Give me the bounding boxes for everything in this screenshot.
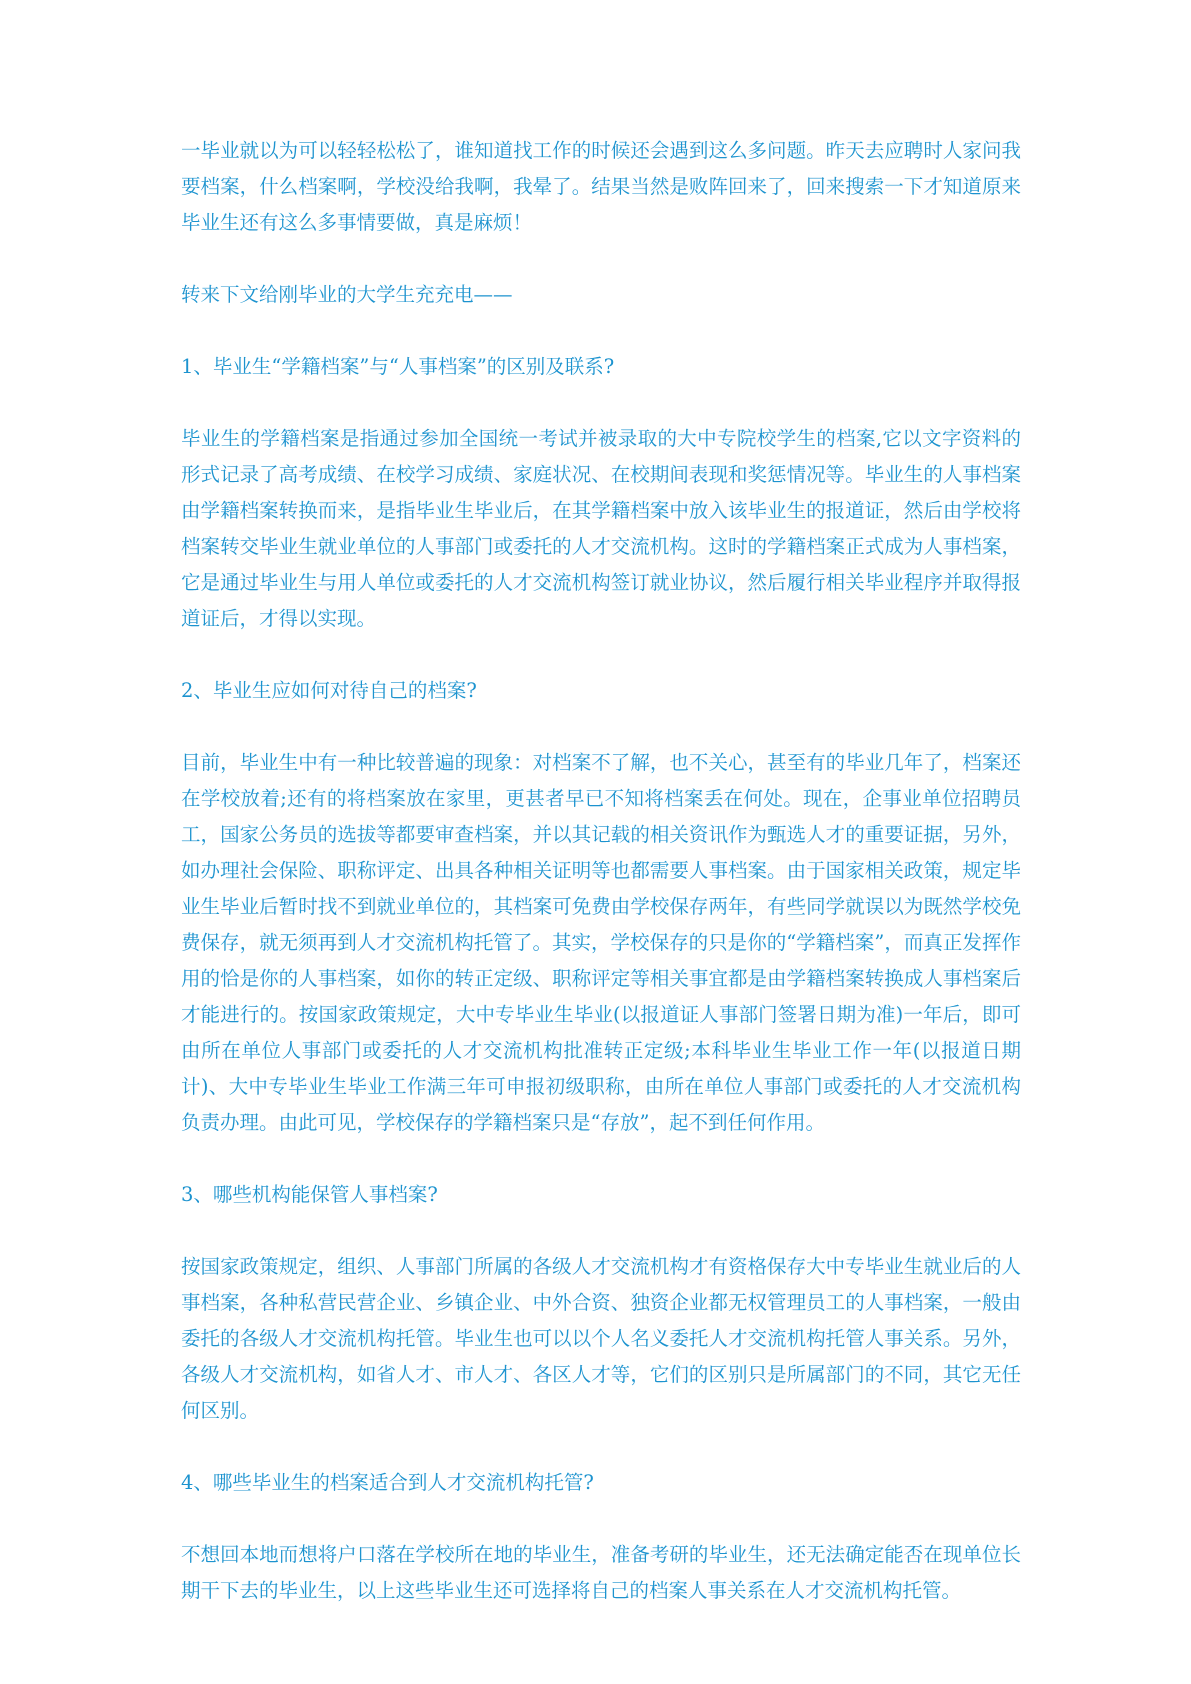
question-heading-4: 4、哪些毕业生的档案适合到人才交流机构托管?: [181, 1471, 594, 1494]
lead-in-line: 转来下文给刚毕业的大学生充充电——: [181, 283, 513, 306]
question-heading-1: 1、毕业生“学籍档案”与“人事档案”的区别及联系?: [181, 355, 615, 378]
intro-paragraph: 一毕业就以为可以轻轻松松了，谁知道找工作的时候还会遇到这么多问题。昨天去应聘时人家问我要档案，什么档案啊，学校没给我啊，我晕了。结果当然是败阵回来了，回来搜索一下才知道原来毕业生还有这么多事情要做，真是麻烦！: [181, 139, 1021, 234]
answer-paragraph-3: 按国家政策规定，组织、人事部门所属的各级人才交流机构才有资格保存大中专毕业生就业后的人事档案，各种私营民营企业、乡镇企业、中外合资、独资企业都无权管理员工的人事档案，一般由委托的各级人才交流机构托管。毕业生也可以以个人名义委托人才交流机构托管人事关系。另外，各级人才交流机构，如省人才、市人才、各区人才等，它们的区别只是所属部门的不同，其它无任何区别。: [181, 1255, 1021, 1422]
answer-paragraph-1: 毕业生的学籍档案是指通过参加全国统一考试并被录取的大中专院校学生的档案,它以文字资料的形式记录了高考成绩、在校学习成绩、家庭状况、在校期间表现和奖惩情况等。毕业生的人事档案由学籍档案转换而来，是指毕业生毕业后，在其学籍档案中放入该毕业生的报道证，然后由学校将档案转交毕业生就业单位的人事部门或委托的人才交流机构。这时的学籍档案正式成为人事档案，它是通过毕业生与用人单位或委托的人才交流机构签订就业协议，然后履行相关毕业程序并取得报道证后，才得以实现。: [181, 427, 1021, 630]
question-heading-3: 3、哪些机构能保管人事档案?: [181, 1183, 438, 1206]
document-body: [181, 133, 1021, 1609]
answer-paragraph-2: 目前，毕业生中有一种比较普遍的现象：对档案不了解，也不关心，甚至有的毕业几年了，档案还在学校放着;还有的将档案放在家里，更甚者早已不知将档案丢在何处。现在，企事业单位招聘员工，国家公务员的选拔等都要审查档案，并以其记载的相关资讯作为甄选人才的重要证据，另外，如办理社会保险、职称评定、出具各种相关证明等也都需要人事档案。由于国家相关政策，规定毕业生毕业后暂时找不到就业单位的，其档案可免费由学校保存两年，有些同学就误以为既然学校免费保存，就无须再到人才交流机构托管了。其实，学校保存的只是你的“学籍档案”，而真正发挥作用的恰是你的人事档案，如你的转正定级、职称评定等相关事宜都是由学籍档案转换成人事档案后才能进行的。按国家政策规定，大中专毕业生毕业(以报道证人事部门签署日期为准)一年后，即可由所在单位人事部门或委托的人才交流机构批准转正定级;本科毕业生毕业工作一年(以报道日期计)、大中专毕业生毕业工作满三年可申报初级职称，由所在单位人事部门或委托的人才交流机构负责办理。由此可见，学校保存的学籍档案只是“存放”，起不到任何作用。: [181, 751, 1021, 1134]
question-heading-2: 2、毕业生应如何对待自己的档案?: [181, 679, 477, 702]
answer-paragraph-4: 不想回本地而想将户口落在学校所在地的毕业生，准备考研的毕业生，还无法确定能否在现单位长期干下去的毕业生，以上这些毕业生还可选择将自己的档案人事关系在人才交流机构托管。: [181, 1543, 1021, 1602]
